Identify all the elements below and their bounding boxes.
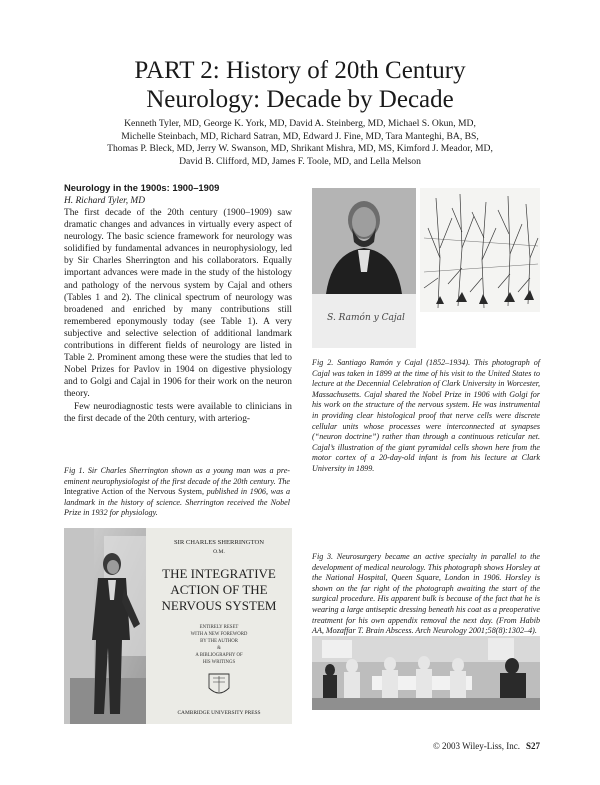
title-line-1: PART 2: History of 20th Century: [134, 57, 466, 84]
article-title: [40, 56, 560, 114]
book-title-page: [146, 528, 292, 724]
caption-book-title: Integrative Action of the Nervous System: [64, 487, 202, 497]
figure-3-caption: Fig 3. Neurosurgery became an active specialty in parallel to the development of medical neurology. This photograph shows Horsley at the National Hospital, Queen Square, London in 1906. Horsley is shown on the far right of the photograph awaiting the start of the surgical procedure. His apparent bulk is because of the fact that he is wearing a large antiseptic dressing beneath his coat as a preoperative treatment for his own appendix removal the next day. (From Habib AA, Mozaffar T. Brain Abscess. Arch Neurology 2001;58(8):1302–4).: [312, 552, 540, 636]
sherrington-photo: [64, 528, 146, 724]
book-publisher: CAMBRIDGE UNIVERSITY PRESS: [177, 710, 261, 716]
caption-text: , published in 1906, was a landmark in the history of science. Sherrington received the Nobel Prize in 1932 for physiology.: [64, 487, 290, 518]
left-column: [64, 182, 292, 425]
book-subtitle-line: A BIBLIOGRAPHY OF: [195, 653, 243, 658]
body-paragraph: Few neurodiagnostic tests were available to clinicians in the first decade of the 20th century, with arteriog-: [64, 401, 292, 424]
book-author: SIR CHARLES SHERRINGTON: [173, 539, 265, 546]
copyright-notice: © 2003 Wiley-Liss, Inc.: [432, 741, 520, 751]
pyramidal-cell-illustration: [420, 188, 540, 312]
page-number: S27: [525, 741, 540, 751]
figure-1-caption: [64, 466, 290, 519]
cajal-portrait: [312, 188, 416, 348]
cajal-signature: S. Ramón y Cajal: [327, 313, 405, 323]
author-line: Michelle Steinbach, MD, Richard Satran, MD, Edward J. Fine, MD, Tara Manteghi, BA, BS,: [121, 130, 479, 142]
body-paragraph: The first decade of the 20th century (1900–1909) saw dramatic changes and advances in virtually every aspect of neurology. The basic science framework for neurology was solidified by fundamental advances in neurophysiology, led by Sir Charles Sherrington and his collaborators. Equally important advances were made in the study of the histology and pathology of the nervous system by Cajal and others (Tables 1 and 2). The clinical spectrum of neurology was broadened and enriched by many contributions still remembered eponymously today (see Table 1). A very subjective and selective selection of additional landmark contributions in different fields of neurology are listed in Table 2. Prominent among these were the studies that led to Nobel Prizes for Pavlov in 1904 on digestive physiology and to Golgi and Cajal in 1906 for their work on the neuron theory.: [64, 208, 292, 400]
figure-1-sherrington: [64, 528, 292, 724]
book-title-line: ACTION OF THE: [170, 582, 268, 597]
book-subtitle-line: ENTIRELY RESET: [199, 625, 239, 630]
operating-theatre-photo: [312, 636, 540, 710]
book-subtitle-line: BY THE AUTHOR: [200, 639, 238, 644]
page-footer: [410, 741, 540, 752]
book-title-line: NERVOUS SYSTEM: [161, 598, 277, 613]
book-subtitle-line: HIS WRITINGS: [202, 660, 236, 665]
author-list: [58, 118, 542, 168]
author-line: David B. Clifford, MD, James F. Toole, MD, and Lella Melson: [179, 155, 421, 167]
book-subtitle-line: &: [217, 646, 221, 651]
section-body: [64, 207, 292, 425]
figure-2-cajal: [312, 188, 540, 348]
book-honor: O.M.: [213, 549, 225, 555]
section-heading: Neurology in the 1900s: 1900–1909: [64, 182, 220, 193]
figure-2-caption: Fig 2. Santiago Ramón y Cajal (1852–1934). This photograph of Cajal was taken in 1899 at the time of his visit to the United States to lecture at the Decennial Celebration of Clark University in Worcester, Massachusetts. Cajal shared the Nobel Prize in 1906 with Golgi for his work on the structure of the nervous system. He was instrumental in providing clear histological proof that nerve cells were discrete cellular units whose processes were interconnected at synapses (“neuron doctrine”) rather than through a continuous reticular net. Cajal’s illustration of the giant pyramidal cells shown here from the motor cortex of a 20-day-old infant is from his lecture at Clark University in 1899.: [312, 358, 540, 473]
author-line: Thomas P. Bleck, MD, Jerry W. Swanson, MD, Shrikant Mishra, MD, MS, Kimford J. Meador, MD,: [107, 143, 493, 154]
caption-text: Fig 1. Sir Charles Sherrington shown as a young man was a pre-eminent neurophysiologist of the first decade of the 20th century. The: [64, 466, 290, 486]
title-line-2: Neurology: Decade by Decade: [146, 86, 454, 113]
book-subtitle-line: WITH A NEW FOREWORD: [190, 632, 248, 637]
section-byline: H. Richard Tyler, MD: [64, 196, 145, 206]
figure-3-horsley: [312, 636, 540, 710]
book-title-line: THE INTEGRATIVE: [162, 566, 276, 581]
author-line: Kenneth Tyler, MD, George K. York, MD, David A. Steinberg, MD, Michael S. Okun, MD,: [124, 118, 476, 129]
